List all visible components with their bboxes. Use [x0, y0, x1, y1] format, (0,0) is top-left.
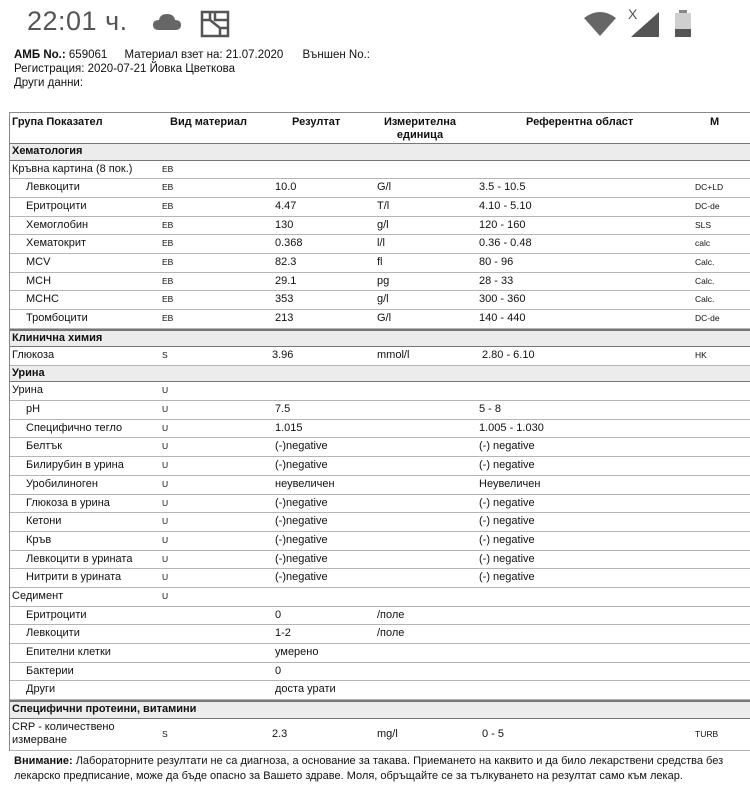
- material-cell: EB: [162, 163, 174, 174]
- result-cell: (-)negative: [275, 496, 328, 509]
- unit-cell: mmol/l: [377, 349, 410, 362]
- result-cell: 82.3: [275, 255, 297, 268]
- table-row: [10, 457, 750, 476]
- table-row: [10, 179, 750, 198]
- result-cell: 29.1: [275, 274, 297, 287]
- table-row: [10, 644, 750, 663]
- method-cell: DC-de: [695, 313, 720, 323]
- material-cell: EB: [162, 219, 174, 230]
- material-cell: U: [162, 590, 169, 601]
- report-id-line: [14, 49, 370, 61]
- note-label: Внимание:: [14, 755, 73, 767]
- material-cell: EB: [162, 313, 174, 323]
- result-cell: умерено: [275, 646, 319, 658]
- method-cell: Calc.: [695, 275, 715, 286]
- table-row: [10, 401, 750, 420]
- material-cell: EB: [162, 182, 174, 193]
- unit-cell: mg/l: [377, 727, 398, 740]
- section-row: [10, 700, 750, 719]
- cloud-icon: [152, 13, 182, 31]
- table-row: [10, 382, 750, 401]
- result-cell: 10.0: [275, 181, 297, 194]
- test-name: Глюкоза в урина: [26, 496, 110, 509]
- reference-cell: 28 - 33: [479, 274, 514, 287]
- material-cell: EB: [162, 294, 174, 305]
- test-name: Кръвна картина (8 пок.): [12, 162, 133, 175]
- result-cell: 2.3: [272, 727, 288, 740]
- material-date: 21.07.2020: [225, 49, 284, 61]
- result-cell: 353: [275, 293, 294, 306]
- result-cell: 3.96: [272, 349, 294, 362]
- section-title: Специфични протеини, витамини: [12, 703, 197, 716]
- material-cell: U: [162, 553, 169, 564]
- table-row: [10, 438, 750, 457]
- unit-cell: /поле: [377, 627, 405, 640]
- test-name: Урина: [12, 384, 43, 397]
- table-row: [10, 588, 750, 607]
- unit-cell: fl: [377, 255, 383, 268]
- material-cell: U: [162, 516, 169, 527]
- section-title: Клинична химия: [12, 331, 103, 344]
- result-cell: 1.015: [275, 421, 303, 434]
- col-material: Вид материал: [170, 116, 247, 128]
- material-label: Материал взет на:: [124, 49, 223, 61]
- test-name: MCH: [26, 274, 52, 287]
- table-row: [10, 551, 750, 570]
- table-row: [10, 235, 750, 254]
- test-name: Седимент: [12, 589, 64, 602]
- method-cell: DC-de: [695, 200, 720, 211]
- amb-value: 659061: [68, 49, 108, 61]
- test-name: Левкоцити: [26, 627, 80, 640]
- result-cell: 7.5: [275, 403, 291, 416]
- col-reference: Референтна област: [526, 116, 634, 128]
- table-row: [10, 310, 750, 329]
- reference-cell: Неувеличен: [479, 477, 541, 490]
- reference-cell: 140 - 440: [479, 312, 526, 324]
- reference-cell: 3.5 - 10.5: [479, 181, 526, 194]
- material-cell: U: [162, 441, 169, 452]
- reference-cell: (-) negative: [479, 552, 535, 565]
- reference-cell: 80 - 96: [479, 255, 514, 268]
- unit-cell: G/l: [377, 181, 392, 194]
- reference-cell: 120 - 160: [479, 218, 526, 231]
- disclaimer-note: [14, 754, 734, 784]
- test-name: MCHC: [26, 293, 59, 306]
- registration-line: Регистрация: 2020-07-21 Йовка Цветкова: [14, 63, 235, 75]
- result-cell: (-)negative: [275, 571, 328, 584]
- photo-icon: [201, 11, 229, 37]
- table-header: [10, 113, 750, 144]
- section-title: Урина: [12, 366, 45, 379]
- result-cell: 130: [275, 218, 294, 231]
- wifi-icon: [583, 12, 617, 36]
- section-row: [10, 329, 750, 348]
- external-no-label: Външен No.:: [302, 49, 370, 61]
- test-name: Други: [26, 683, 56, 696]
- test-name: Билирубин в урина: [26, 459, 124, 472]
- material-cell: EB: [162, 238, 174, 249]
- status-bar: [0, 0, 720, 46]
- result-cell: (-)negative: [275, 515, 328, 528]
- reference-cell: 1.005 - 1.030: [479, 421, 544, 434]
- unit-cell: g/l: [377, 293, 389, 306]
- method-cell: Calc.: [695, 294, 715, 305]
- test-name: Глюкоза: [12, 349, 55, 362]
- test-name: Хемоглобин: [26, 218, 89, 231]
- reference-cell: (-) negative: [479, 440, 535, 453]
- method-cell: calc: [695, 238, 711, 249]
- method-cell: Calc.: [695, 256, 715, 267]
- result-cell: (-)negative: [275, 459, 328, 472]
- test-name: CRP - количествено измерване: [12, 720, 115, 746]
- reference-cell: (-) negative: [479, 533, 535, 546]
- table-row: [10, 420, 750, 439]
- test-name: Уробилиноген: [26, 477, 98, 490]
- table-row: [10, 291, 750, 310]
- result-cell: неувеличен: [275, 477, 335, 490]
- method-cell: TURB: [695, 728, 719, 739]
- section-row: [10, 144, 750, 161]
- reference-cell: (-) negative: [479, 496, 535, 509]
- network-mark: X: [628, 6, 638, 22]
- material-cell: U: [162, 422, 169, 433]
- result-cell: 0.368: [275, 237, 303, 250]
- reference-cell: 4.10 - 5.10: [479, 199, 532, 212]
- test-name: Бактерии: [26, 664, 74, 677]
- test-name: Специфично тегло: [26, 421, 123, 434]
- test-name: Левкоцити в урината: [26, 552, 133, 565]
- test-name: Тромбоцити: [26, 312, 88, 324]
- table-row: [10, 476, 750, 495]
- method-cell: HK: [695, 350, 707, 361]
- table-row: [10, 254, 750, 273]
- test-name: pH: [26, 403, 41, 416]
- reference-cell: 5 - 8: [479, 403, 502, 416]
- test-name: Кръв: [26, 533, 52, 546]
- test-name: MCV: [26, 255, 51, 268]
- table-row: [10, 719, 750, 751]
- reference-cell: (-) negative: [479, 571, 535, 584]
- reference-cell: 300 - 360: [479, 293, 526, 306]
- reference-cell: 0.36 - 0.48: [479, 237, 532, 250]
- test-name: Епителни клетки: [26, 646, 111, 658]
- table-row: [10, 273, 750, 292]
- amb-label: АМБ No.:: [14, 49, 66, 61]
- material-cell: U: [162, 497, 169, 508]
- material-cell: U: [162, 460, 169, 471]
- test-name: Нитрити в урината: [26, 571, 122, 584]
- table-row: [10, 217, 750, 236]
- result-cell: (-)negative: [275, 552, 328, 565]
- material-cell: EB: [162, 275, 174, 286]
- method-cell: DC+LD: [695, 182, 724, 193]
- material-cell: EB: [162, 256, 174, 267]
- col-result: Резултат: [292, 116, 341, 128]
- table-row: [10, 495, 750, 514]
- test-name: Еритроцити: [26, 608, 87, 621]
- results-table: [9, 112, 750, 751]
- other-data-line: Други данни:: [14, 77, 84, 89]
- table-row: [10, 513, 750, 532]
- section-title: Хематология: [12, 145, 83, 157]
- result-cell: 213: [275, 312, 294, 324]
- table-row: [10, 625, 750, 644]
- result-cell: (-)negative: [275, 440, 328, 453]
- table-row: [10, 347, 750, 366]
- table-row: [10, 663, 750, 682]
- reference-cell: (-) negative: [479, 515, 535, 528]
- table-body: [10, 144, 750, 751]
- table-row: [10, 569, 750, 588]
- col-method: М: [710, 116, 720, 128]
- material-cell: U: [162, 404, 169, 415]
- reference-cell: (-) negative: [479, 459, 535, 472]
- material-cell: U: [162, 572, 169, 583]
- unit-cell: l/l: [377, 237, 385, 250]
- result-cell: 1-2: [275, 627, 291, 640]
- material-cell: U: [162, 385, 169, 396]
- test-name: Еритроцити: [26, 199, 87, 212]
- table-row: [10, 532, 750, 551]
- signal-icon: [630, 11, 660, 38]
- material-cell: U: [162, 478, 169, 489]
- unit-cell: g/l: [377, 218, 389, 231]
- test-name: Левкоцити: [26, 181, 80, 194]
- material-cell: EB: [162, 200, 174, 211]
- note-text: Лабораторните резултати не са диагноза, а основание за такава. Приемането на каквито и да било лекарствени средства без лекарско предписание, може да бъде опасно за Вашето здраве. Моля, обръщайте се за тълкуването на резултат само към лекар.: [14, 755, 724, 782]
- section-row: [10, 366, 750, 383]
- test-name: Белтък: [26, 440, 63, 453]
- unit-cell: /поле: [377, 608, 405, 621]
- material-cell: S: [162, 728, 168, 739]
- result-cell: 0: [275, 664, 282, 677]
- table-row: [10, 198, 750, 217]
- col-group: Група Показател: [12, 116, 103, 128]
- table-row: [10, 161, 750, 180]
- test-name: Хематокрит: [26, 237, 87, 250]
- unit-cell: G/l: [377, 312, 392, 324]
- result-cell: доста урати: [275, 683, 336, 696]
- method-cell: SLS: [695, 219, 712, 230]
- result-cell: 4.47: [275, 199, 297, 212]
- reference-cell: 0 - 5: [482, 727, 505, 740]
- unit-cell: T/l: [377, 199, 390, 212]
- material-cell: U: [162, 534, 169, 545]
- reference-cell: 2.80 - 6.10: [482, 349, 535, 362]
- test-name: Кетони: [26, 515, 62, 528]
- table-row: [10, 681, 750, 700]
- material-cell: S: [162, 350, 168, 361]
- battery-icon: [674, 9, 692, 38]
- result-cell: (-)negative: [275, 533, 328, 546]
- status-time: 22:01 ч.: [27, 6, 128, 36]
- col-unit: Измерителна единица: [383, 116, 457, 141]
- result-cell: 0: [275, 608, 282, 621]
- unit-cell: pg: [377, 274, 390, 287]
- table-row: [10, 607, 750, 626]
